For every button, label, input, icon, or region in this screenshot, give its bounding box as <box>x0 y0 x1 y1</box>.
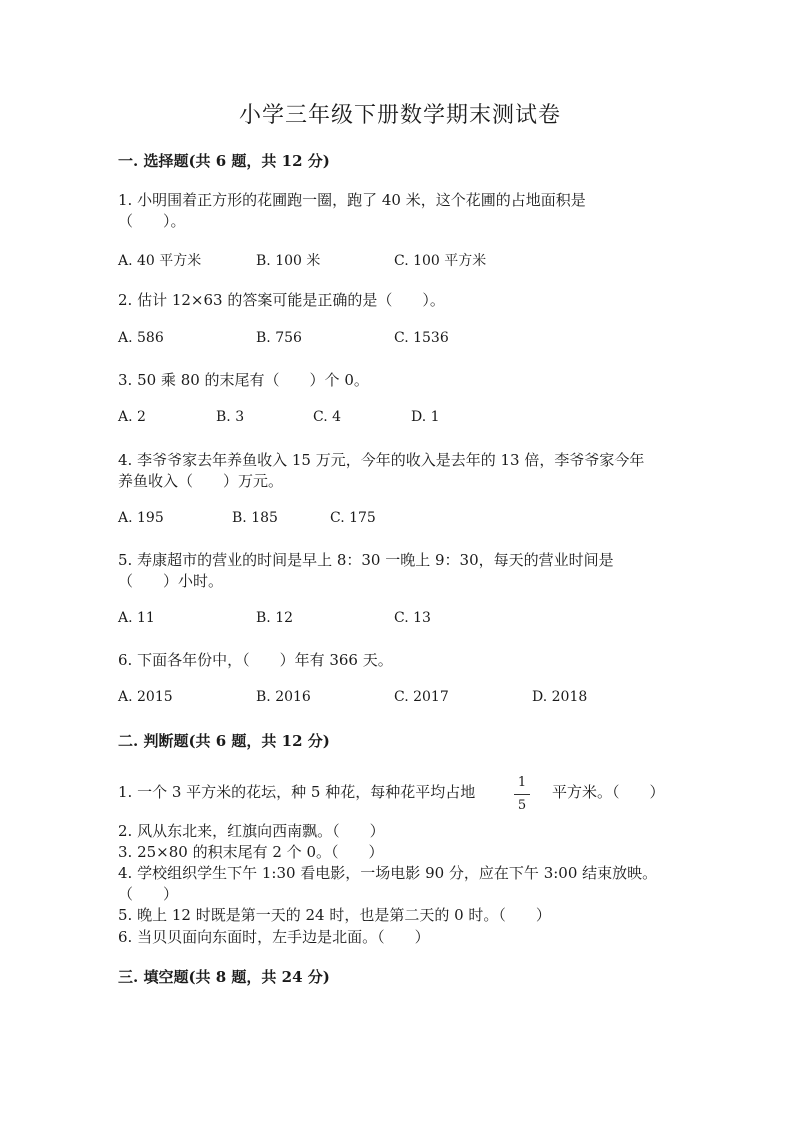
judge-3: 3. 25×80 的积末尾有 2 个 0。（ ） <box>118 843 384 861</box>
q1-option-b: B. 100 米 <box>256 253 321 269</box>
question-2: 2. 估计 12×63 的答案可能是正确的是（ ）。 <box>118 291 445 309</box>
section-heading-judge: 二. 判断题(共 6 题，共 12 分) <box>118 732 330 750</box>
question-4-line-2: 养鱼收入（ ）万元。 <box>118 472 284 490</box>
judge-1-suffix: 平方米。（ ） <box>552 783 665 801</box>
judge-4-line-1: 4. 学校组织学生下午 1:30 看电影，一场电影 90 分，应在下午 3:00 结束放映。 <box>118 864 658 882</box>
q5-option-a: A. 11 <box>118 610 155 626</box>
question-5-line-1: 5. 寿康超市的营业的时间是早上 8：30 一晚上 9：30，每天的营业时间是 <box>118 551 614 569</box>
q1-option-a: A. 40 平方米 <box>118 253 202 269</box>
q2-option-c: C. 1536 <box>394 330 449 346</box>
q1-option-c: C. 100 平方米 <box>394 253 487 269</box>
question-6: 6. 下面各年份中，（ ）年有 366 天。 <box>118 651 393 669</box>
q5-option-c: C. 13 <box>394 610 431 626</box>
fraction-numerator: 1 <box>517 775 527 790</box>
question-1-line-1: 1. 小明围着正方形的花圃跑一圈，跑了 40 米，这个花圃的占地面积是 <box>118 191 586 209</box>
q4-option-c: C. 175 <box>330 510 376 526</box>
q2-option-a: A. 586 <box>118 330 164 346</box>
q6-option-d: D. 2018 <box>532 689 588 705</box>
q3-option-c: C. 4 <box>313 409 342 425</box>
q5-option-b: B. 12 <box>256 610 294 626</box>
judge-4-line-2: （ ） <box>118 885 179 903</box>
page-title: 小学三年级下册数学期末测试卷 <box>238 103 561 128</box>
q2-option-b: B. 756 <box>256 330 302 346</box>
q6-option-a: A. 2015 <box>118 689 173 705</box>
q4-option-a: A. 195 <box>118 510 164 526</box>
q3-option-a: A. 2 <box>118 409 146 425</box>
question-1-line-2: （ ）。 <box>118 212 186 230</box>
q6-option-c: C. 2017 <box>394 689 449 705</box>
judge-2: 2. 风从东北来，红旗向西南飘。（ ） <box>118 822 385 840</box>
question-3: 3. 50 乘 80 的末尾有（ ）个 0。 <box>118 371 369 389</box>
section-heading-choice: 一. 选择题(共 6 题，共 12 分) <box>118 152 330 170</box>
q3-option-b: B. 3 <box>216 409 245 425</box>
q6-option-b: B. 2016 <box>256 689 311 705</box>
judge-5: 5. 晚上 12 时既是第一天的 24 时，也是第二天的 0 时。（ ） <box>118 906 551 924</box>
fraction-denominator: 5 <box>517 798 527 813</box>
section-heading-fill: 三. 填空题(共 8 题，共 24 分) <box>118 968 330 986</box>
fraction-bar <box>514 794 530 795</box>
fraction-one-fifth <box>514 774 530 815</box>
question-5-line-2: （ ）小时。 <box>118 572 224 590</box>
q4-option-b: B. 185 <box>232 510 278 526</box>
judge-1-text: 1. 一个 3 平方米的花坛，种 5 种花，每种花平均占地 <box>118 783 476 801</box>
judge-6: 6. 当贝贝面向东面时，左手边是北面。（ ） <box>118 928 430 946</box>
q3-option-d: D. 1 <box>411 409 440 425</box>
question-4-line-1: 4. 李爷爷家去年养鱼收入 15 万元，今年的收入是去年的 13 倍，李爷爷家今年 <box>118 451 645 469</box>
